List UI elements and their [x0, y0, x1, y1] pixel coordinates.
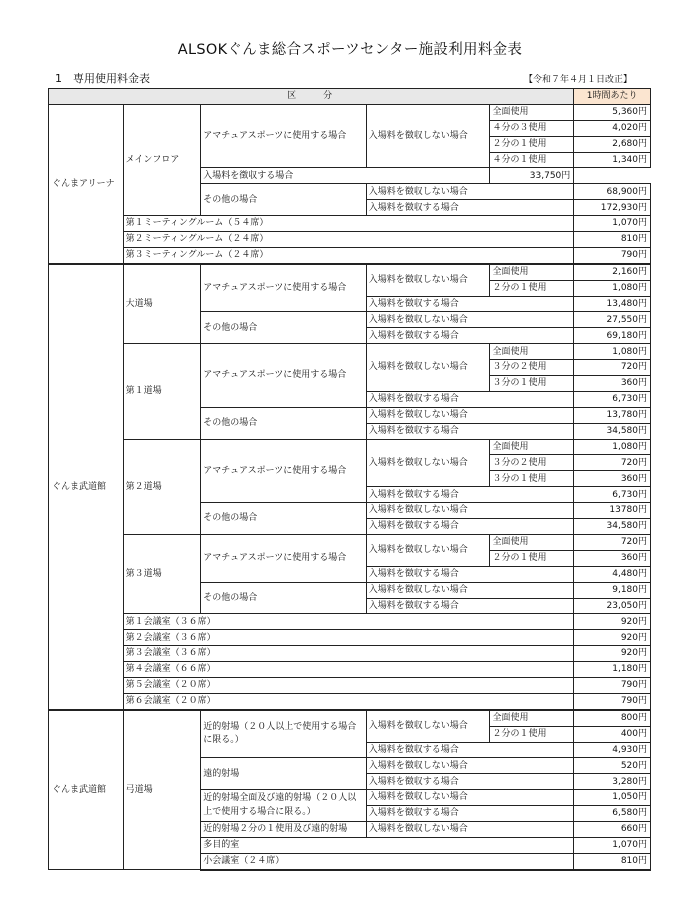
- table-row: [49, 216, 651, 232]
- price-cell: 720円: [574, 534, 651, 550]
- price-cell: 9,180円: [574, 582, 651, 598]
- fee-no-admission: 入場料を徴収しない場合: [366, 758, 574, 774]
- fee-admission: 入場料を徴収する場合: [366, 566, 574, 582]
- fee-admission: 入場料を徴収する場合: [366, 774, 574, 790]
- portion-3-4: ４分の３使用: [490, 120, 574, 136]
- portion-full: 全面使用: [490, 710, 574, 726]
- table-row: [49, 439, 651, 455]
- usage-other: その他の場合: [201, 312, 367, 344]
- table-row: [49, 710, 651, 726]
- room-conf-3: 第３会議室（３６席）: [123, 646, 574, 662]
- price-cell: 360円: [574, 550, 651, 566]
- price-cell: 5,360円: [574, 104, 651, 120]
- price-cell: 1,080円: [574, 344, 651, 360]
- price-cell: 2,160円: [574, 264, 651, 280]
- fee-no-admission: 入場料を徴収しない場合: [366, 264, 490, 296]
- portion-2-3: ３分の２使用: [490, 360, 574, 376]
- price-cell: 1,180円: [574, 662, 651, 678]
- fee-no-admission: 入場料を徴収しない場合: [366, 407, 574, 423]
- fee-no-admission: 入場料を徴収しない場合: [366, 534, 490, 566]
- fee-no-admission: 入場料を徴収しない場合: [366, 439, 490, 487]
- fee-no-admission: 入場料を徴収しない場合: [366, 582, 574, 598]
- fee-admission: 入場料を徴収する場合: [366, 487, 574, 503]
- fee-admission: 入場料を徴収する場合: [366, 598, 574, 614]
- facility-budokan: ぐんま武道館: [49, 264, 124, 710]
- price-cell: 920円: [574, 614, 651, 630]
- portion-full: 全面使用: [490, 264, 574, 280]
- fee-no-admission: 入場料を徴収しない場合: [366, 104, 490, 168]
- table-row: [49, 104, 651, 120]
- portion-1-3: ３分の１使用: [490, 376, 574, 392]
- fee-no-admission: 入場料を徴収しない場合: [366, 710, 490, 742]
- price-cell: 1,080円: [574, 280, 651, 296]
- price-cell: 790円: [574, 247, 651, 263]
- fee-no-admission: 入場料を徴収しない場合: [366, 312, 574, 328]
- table-row: [49, 677, 651, 693]
- range-enteki: 遠的射場: [201, 758, 367, 790]
- price-cell: 800円: [574, 710, 651, 726]
- price-cell: 23,050円: [574, 598, 651, 614]
- table-row: [49, 264, 651, 280]
- room-kyudojo: 弓道場: [123, 710, 201, 870]
- room-conf-5: 第５会議室（２０席）: [123, 677, 574, 693]
- room-meeting-1: 第１ミーティングルーム（５４席）: [123, 216, 574, 232]
- price-cell: 13,780円: [574, 407, 651, 423]
- usage-amateur: アマチュアスポーツに使用する場合: [201, 534, 367, 582]
- portion-2-4: ２分の１使用: [490, 136, 574, 152]
- price-cell: 360円: [574, 376, 651, 392]
- fee-admission: 入場料を徴収する場合: [201, 168, 490, 184]
- price-cell: 2,680円: [574, 136, 651, 152]
- fee-admission: 入場料を徴収する場合: [366, 519, 574, 535]
- price-cell: 400円: [574, 726, 651, 742]
- price-cell: 27,550円: [574, 312, 651, 328]
- section-heading: 1 専用使用料金表: [55, 72, 150, 85]
- usage-other: その他の場合: [201, 407, 367, 439]
- fee-no-admission: 入場料を徴収しない場合: [366, 344, 490, 392]
- portion-2-3: ３分の２使用: [490, 455, 574, 471]
- room-conf-2: 第２会議室（３６席）: [123, 630, 574, 646]
- fee-no-admission: 入場料を徴収しない場合: [366, 503, 574, 519]
- price-cell: 6,730円: [574, 391, 651, 407]
- portion-half: ２分の１使用: [490, 280, 574, 296]
- category-header: 区 分: [49, 89, 574, 105]
- fee-admission: 入場料を徴収する場合: [366, 806, 574, 822]
- room-conf-6: 第６会議室（２０席）: [123, 693, 574, 709]
- table-row: [49, 646, 651, 662]
- price-cell: 3,280円: [574, 774, 651, 790]
- price-cell: 13,480円: [574, 296, 651, 312]
- table-row: [49, 232, 651, 248]
- fee-no-admission: 入場料を徴収しない場合: [366, 821, 574, 837]
- price-cell: 720円: [574, 455, 651, 471]
- table-row: [49, 534, 651, 550]
- table-row: [49, 693, 651, 709]
- price-cell: 6,580円: [574, 806, 651, 822]
- page-title: ALSOKぐんま総合スポーツセンター施設利用料金表: [177, 42, 523, 58]
- price-cell: 790円: [574, 677, 651, 693]
- room-dai-dojo: 大道場: [123, 264, 201, 344]
- fee-admission: 入場料を徴収する場合: [366, 391, 574, 407]
- price-cell: 33,750円: [490, 168, 574, 184]
- price-cell: 1,080円: [574, 439, 651, 455]
- fee-no-admission: 入場料を徴収しない場合: [366, 184, 574, 200]
- fee-admission: 入場料を徴収する場合: [366, 296, 574, 312]
- usage-other: その他の場合: [201, 582, 367, 614]
- fee-admission: 入場料を徴収する場合: [366, 742, 574, 758]
- price-cell: 4,930円: [574, 742, 651, 758]
- price-cell: 790円: [574, 693, 651, 709]
- price-cell: 810円: [574, 853, 651, 869]
- room-meeting-3: 第３ミーティングルーム（２４席）: [123, 247, 574, 263]
- price-cell: 1,340円: [574, 152, 651, 168]
- room-conf-1: 第１会議室（３６席）: [123, 614, 574, 630]
- portion-1-4: ４分の１使用: [490, 152, 574, 168]
- price-cell: 13780円: [574, 503, 651, 519]
- room-small-conf: 小会議室（２４席）: [201, 853, 574, 869]
- fee-no-admission: 入場料を徴収しない場合: [366, 790, 574, 806]
- portion-1-3: ３分の１使用: [490, 471, 574, 487]
- unit-header: 1時間あたり: [574, 89, 651, 105]
- fee-admission: 入場料を徴収する場合: [366, 200, 574, 216]
- usage-amateur: アマチュアスポーツに使用する場合: [201, 264, 367, 312]
- room-main-floor: メインフロア: [123, 104, 201, 215]
- price-cell: 34,580円: [574, 423, 651, 439]
- room-dojo-1: 第１道場: [123, 344, 201, 439]
- fee-admission: 入場料を徴収する場合: [366, 423, 574, 439]
- portion-full: 全面使用: [490, 344, 574, 360]
- price-cell: 920円: [574, 630, 651, 646]
- room-conf-4: 第４会議室（６６席）: [123, 662, 574, 678]
- table-header-row: [49, 89, 651, 105]
- price-cell: 660円: [574, 821, 651, 837]
- table-row: [49, 614, 651, 630]
- room-dojo-3: 第３道場: [123, 534, 201, 613]
- price-cell: 4,480円: [574, 566, 651, 582]
- price-cell: 810円: [574, 232, 651, 248]
- portion-half: ２分の１使用: [490, 726, 574, 742]
- price-cell: 34,580円: [574, 519, 651, 535]
- room-meeting-2: 第２ミーティングルーム（２４席）: [123, 232, 574, 248]
- price-cell: 360円: [574, 471, 651, 487]
- facility-arena: ぐんまアリーナ: [49, 104, 124, 263]
- room-multipurpose: 多目的室: [201, 837, 574, 853]
- usage-amateur: アマチュアスポーツに使用する場合: [201, 104, 367, 168]
- portion-full: 全面使用: [490, 104, 574, 120]
- range-kinteki: 近的射場（２０人以上で使用する場合に限る。）: [201, 710, 367, 758]
- price-cell: 1,050円: [574, 790, 651, 806]
- price-cell: 1,070円: [574, 837, 651, 853]
- price-cell: 920円: [574, 646, 651, 662]
- table-row: [49, 630, 651, 646]
- table-row: [49, 662, 651, 678]
- usage-other: その他の場合: [201, 184, 367, 216]
- portion-full: 全面使用: [490, 534, 574, 550]
- price-cell: 68,900円: [574, 184, 651, 200]
- price-cell: 1,070円: [574, 216, 651, 232]
- range-kinteki-half-enteki: 近的射場２分の１使用及び遠的射場: [201, 821, 367, 837]
- room-dojo-2: 第２道場: [123, 439, 201, 534]
- facility-budokan-kyudo: ぐんま武道館: [49, 710, 124, 870]
- revision-date: 【令和７年４月１日改正】: [523, 75, 632, 85]
- price-cell: 6,730円: [574, 487, 651, 503]
- range-kinteki-full-enteki: 近的射場全面及び遠的射場（２０人以上で使用する場合に限る。）: [201, 790, 367, 822]
- usage-other: その他の場合: [201, 503, 367, 535]
- usage-amateur: アマチュアスポーツに使用する場合: [201, 344, 367, 408]
- price-cell: 172,930円: [574, 200, 651, 216]
- table-row: [49, 247, 651, 263]
- fee-admission: 入場料を徴収する場合: [366, 328, 574, 344]
- fee-table: [48, 88, 651, 871]
- portion-full: 全面使用: [490, 439, 574, 455]
- price-cell: 720円: [574, 360, 651, 376]
- price-cell: 69,180円: [574, 328, 651, 344]
- price-cell: 520円: [574, 758, 651, 774]
- portion-half: ２分の１使用: [490, 550, 574, 566]
- usage-amateur: アマチュアスポーツに使用する場合: [201, 439, 367, 503]
- price-cell: 4,020円: [574, 120, 651, 136]
- table-row: [49, 344, 651, 360]
